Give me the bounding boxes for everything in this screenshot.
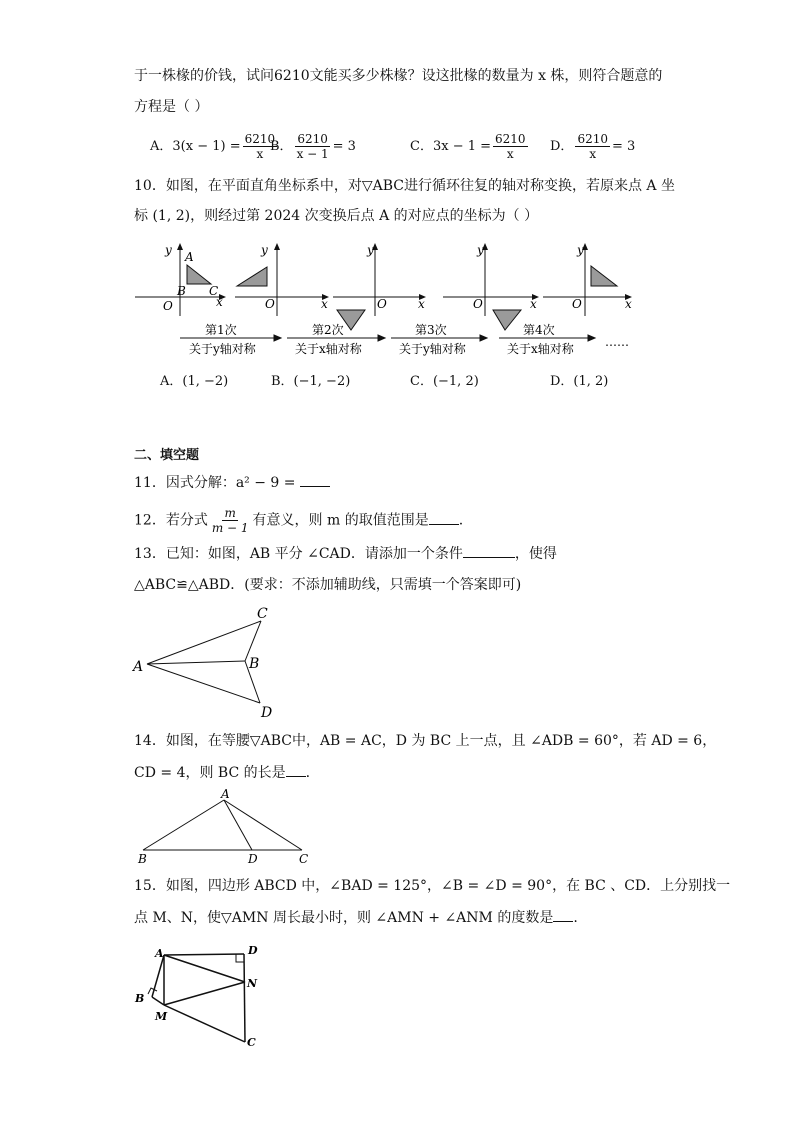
q10-option-c[interactable]: C．(−1, 2) — [410, 374, 479, 389]
point-m-label: M — [155, 1010, 168, 1023]
answer-blank[interactable] — [463, 545, 515, 558]
q13-text-b: ，使得 — [514, 546, 557, 562]
answer-blank[interactable] — [553, 909, 573, 922]
point-c-label: C — [209, 284, 219, 298]
origin-label: O — [163, 299, 173, 313]
q12-before: 12．若分式 — [134, 512, 208, 529]
option-expr: 3(x − 1) = — [172, 139, 241, 154]
option-expr: = 3 — [611, 139, 636, 154]
q9-line1: 于一株椽的价钱，试问6210文能买多少株椽？设这批椽的数量为 x 株，则符合题意的 — [134, 68, 663, 84]
q15-text: 点 M、N，使▽AMN 周长最小时，则 ∠AMN + ∠ANM 的度数是 — [134, 910, 554, 926]
point-d-label: D — [261, 705, 273, 721]
axis-x-label: x — [216, 295, 223, 309]
axis-y-label: y — [261, 243, 268, 257]
point-n-label: N — [247, 977, 258, 990]
q13-text-a: 13．已知：如图，AB 平分 ∠CAD．请添加一个条件 — [134, 546, 463, 562]
step-3-label: 第3次 — [415, 323, 447, 337]
q13-line1 — [134, 544, 557, 564]
option-label: C． — [410, 139, 433, 154]
axis-x-label: x — [321, 297, 328, 311]
step-2-desc: 关于x轴对称 — [295, 342, 362, 356]
fraction: $\frac{6210}{x}$ — [244, 132, 276, 161]
option-label: D． — [550, 139, 574, 154]
q9-option-b[interactable] — [270, 132, 356, 161]
point-a-label: A — [155, 947, 164, 960]
axis-y-label: y — [477, 243, 484, 257]
q15-line2 — [134, 908, 578, 928]
q12-end: . — [458, 512, 464, 529]
q10-figure — [125, 238, 765, 368]
q15-figure — [130, 942, 270, 1052]
q12-after: 有意义，则 m 的取值范围是 — [252, 512, 429, 529]
answer-blank[interactable] — [429, 512, 459, 525]
axis-x-label: x — [625, 297, 632, 311]
step-2-label: 第2次 — [312, 323, 344, 337]
step-3-desc: 关于y轴对称 — [399, 342, 466, 356]
q12 — [134, 506, 463, 535]
q9-line2: 方程是（ ） — [134, 99, 209, 115]
fraction: $\frac{6210}{x}$ — [577, 132, 608, 161]
fraction: $\frac{m}{m - 1}$ — [211, 506, 249, 535]
q10-option-a[interactable]: A．(1, −2) — [160, 374, 229, 389]
q13-line2: △ABC≌△ABD．(要求：不添加辅助线，只需填一个答案即可) — [134, 577, 522, 593]
step-1-label: 第1次 — [205, 323, 237, 337]
point-a-label: A — [221, 787, 230, 801]
q15-end: . — [573, 910, 578, 926]
answer-blank[interactable] — [286, 764, 306, 777]
option-expr: = 3 — [332, 139, 356, 154]
point-b-label: B — [135, 992, 145, 1005]
origin-label: O — [473, 297, 483, 311]
axis-y-label: y — [367, 243, 374, 257]
step-1-desc: 关于y轴对称 — [189, 342, 256, 356]
point-d-label: D — [248, 852, 258, 866]
origin-label: O — [377, 297, 387, 311]
q14-line1: 14．如图，在等腰▽ABC中，AB = AC，D 为 BC 上一点，且 ∠ADB = 60°，若 AD = 6， — [134, 733, 717, 749]
fraction: $\frac{6210}{x}$ — [495, 132, 526, 161]
point-c-label: C — [257, 606, 268, 622]
q11 — [134, 473, 330, 493]
point-a-label: A — [133, 659, 144, 675]
q10-line2: 标 (1, 2)，则经过第 2024 次变换后点 A 的对应点的坐标为（ ） — [134, 208, 539, 224]
q10-option-d[interactable]: D．(1, 2) — [550, 374, 609, 389]
point-b-label: B — [177, 284, 186, 298]
step-4-label: 第4次 — [523, 323, 555, 337]
option-label: A． — [150, 139, 173, 154]
point-c-label: C — [299, 852, 309, 866]
q10-option-b[interactable]: B．(−1, −2) — [271, 374, 351, 389]
q9-option-d[interactable] — [550, 132, 635, 161]
answer-blank[interactable] — [300, 474, 330, 487]
origin-label: O — [265, 297, 275, 311]
point-c-label: C — [247, 1036, 256, 1049]
q9-option-a[interactable] — [150, 132, 279, 161]
step-4-desc: 关于x轴对称 — [507, 342, 574, 356]
axis-y-label: y — [165, 243, 172, 257]
fraction: $\frac{6210}{x - 1}$ — [296, 132, 329, 161]
q11-text: 11．因式分解：a² − 9 = — [134, 475, 296, 491]
option-label: B． — [270, 139, 293, 154]
point-a-label: A — [185, 250, 194, 264]
q13-figure — [130, 604, 290, 724]
option-expr: 3x − 1 = — [432, 139, 492, 154]
q10-line1: 10．如图，在平面直角坐标系中，对▽ABC进行循环往复的轴对称变换，若原来点 A 坐 — [134, 178, 675, 194]
section-title: 二、填空题 — [134, 448, 200, 463]
point-b-label: B — [138, 852, 147, 866]
ellipsis: …… — [605, 335, 629, 349]
q14-figure — [135, 788, 325, 868]
q14-line2 — [134, 763, 310, 783]
origin-label: O — [572, 297, 582, 311]
point-d-label: D — [248, 944, 258, 957]
axis-x-label: x — [530, 297, 537, 311]
q15-line1: 15．如图，四边形 ABCD 中，∠BAD = 125°，∠B = ∠D = 90°，在 BC 、CD．上分别找一 — [134, 878, 731, 894]
axis-x-label: x — [418, 297, 425, 311]
point-b-label: B — [249, 656, 260, 672]
axis-y-label: y — [577, 243, 584, 257]
q14-end: . — [305, 765, 311, 781]
q14-text: CD = 4，则 BC 的长是 — [134, 765, 286, 781]
q9-option-c[interactable] — [410, 132, 530, 161]
